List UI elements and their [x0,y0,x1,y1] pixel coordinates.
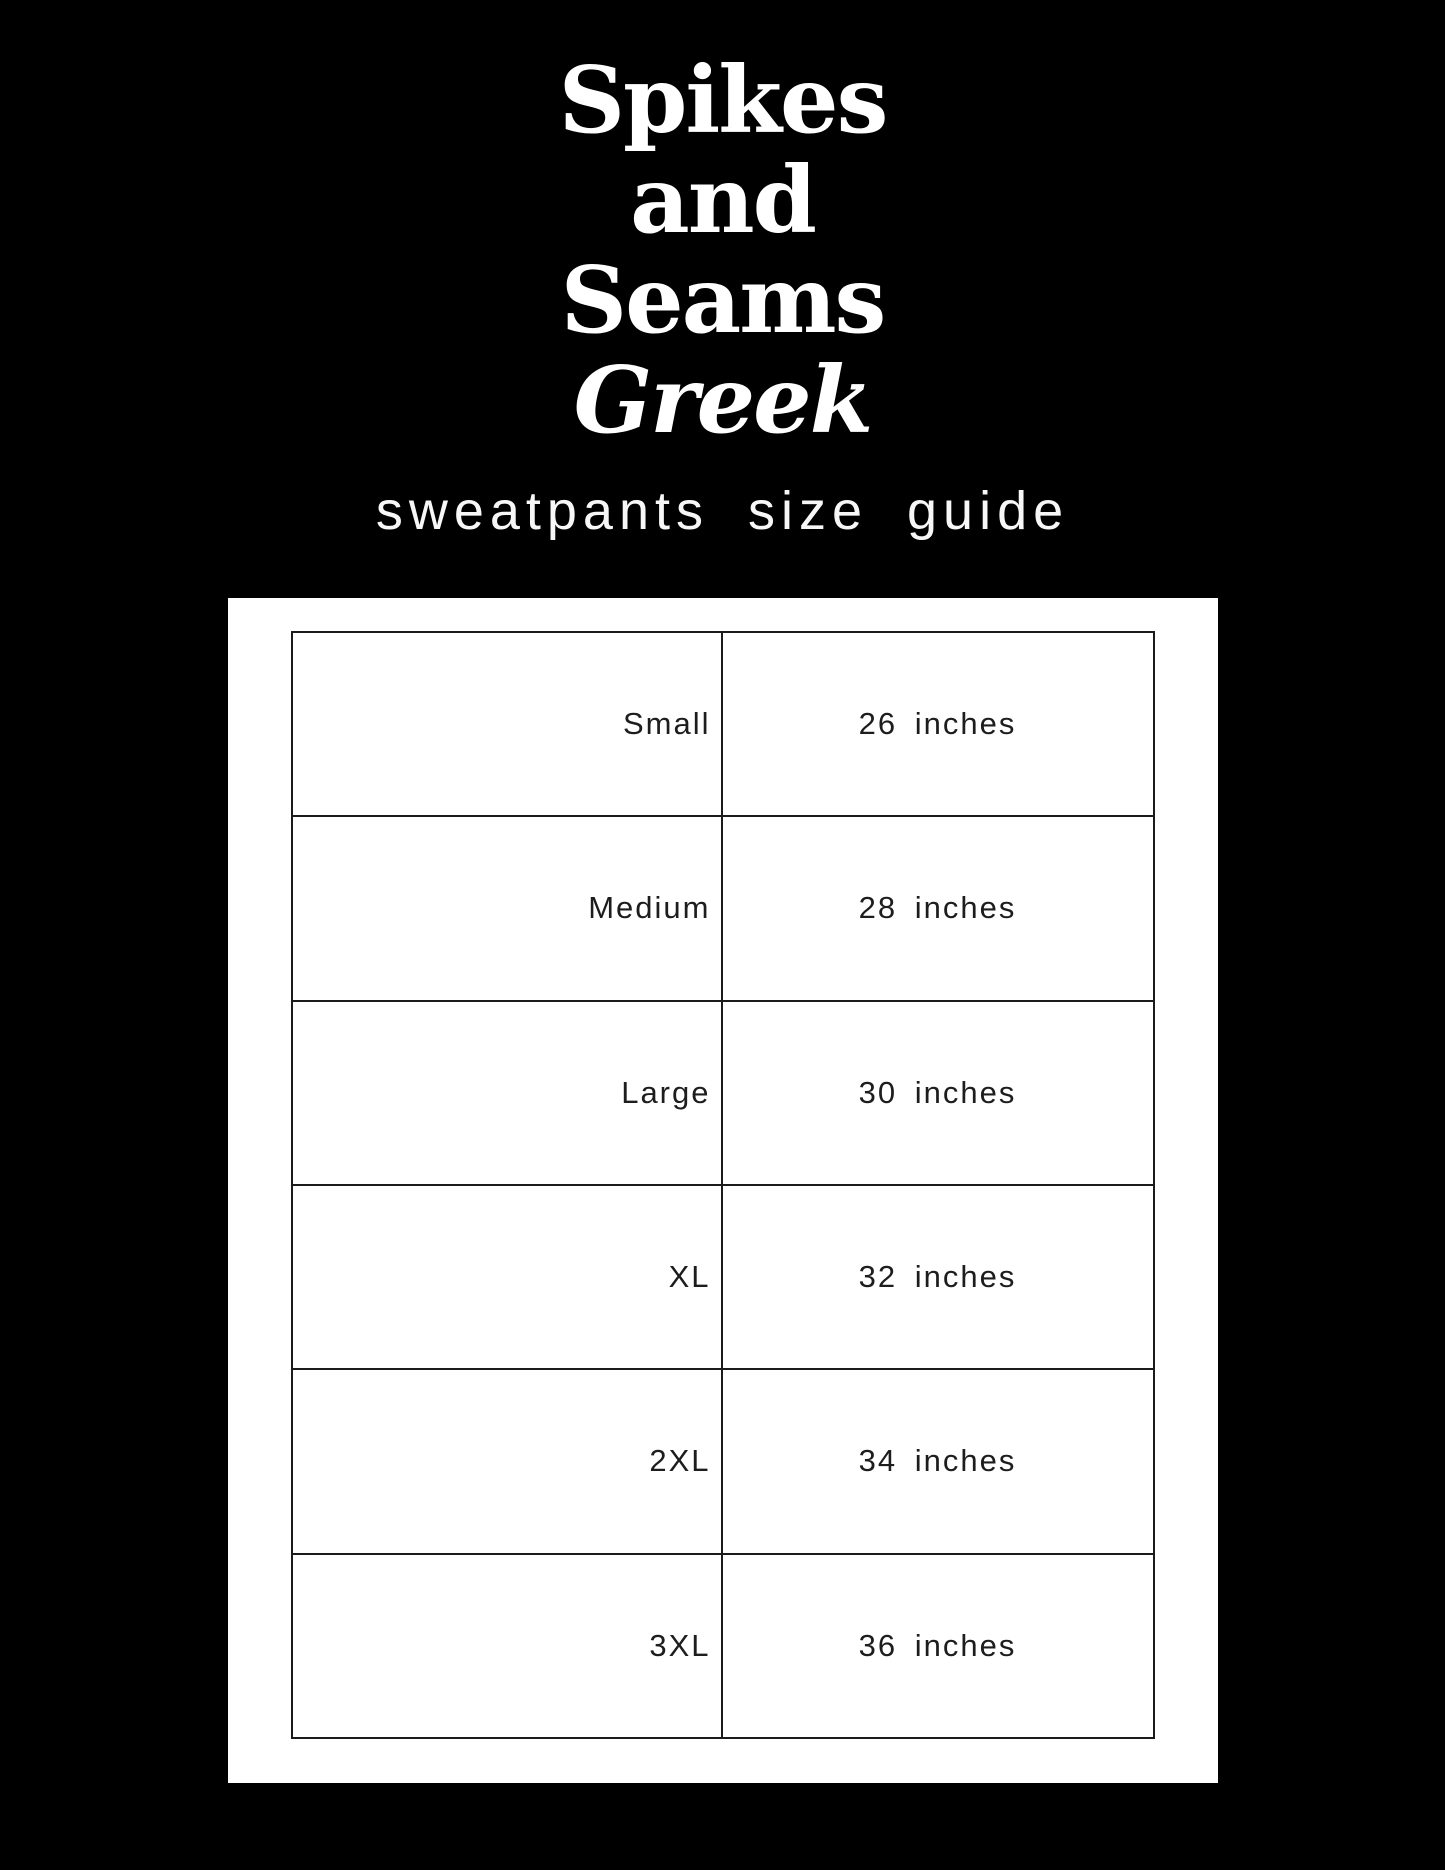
length-value: 34 inches [858,1443,1017,1479]
length-value: 30 inches [858,1074,1017,1110]
length-value: 26 inches [858,706,1017,742]
size-label: Small [293,633,723,815]
size-label: 3XL [293,1555,723,1737]
table-row [293,1370,1153,1554]
size-label: 2XL [293,1370,723,1552]
table-row [293,633,1153,817]
table-row [293,817,1153,1001]
length-value: 32 inches [858,1259,1017,1295]
length-value: 36 inches [858,1627,1017,1663]
brand-logo [0,0,1445,454]
size-label: Large [293,1002,723,1184]
table-row [293,1186,1153,1370]
brand-logo-line-2: and [630,146,815,254]
brand-logo-line-1: Spikes [558,46,887,154]
page-title: sweatpants size guide [375,481,1070,541]
size-table-panel [228,598,1218,1783]
size-table [291,631,1155,1739]
brand-logo-line-3: Seams [560,246,885,354]
brand-logo-line-4: Greek [573,346,872,454]
table-row [293,1555,1153,1737]
length-value: 28 inches [858,890,1017,926]
size-label: XL [293,1186,723,1368]
table-row [293,1002,1153,1186]
size-label: Medium [293,817,723,999]
